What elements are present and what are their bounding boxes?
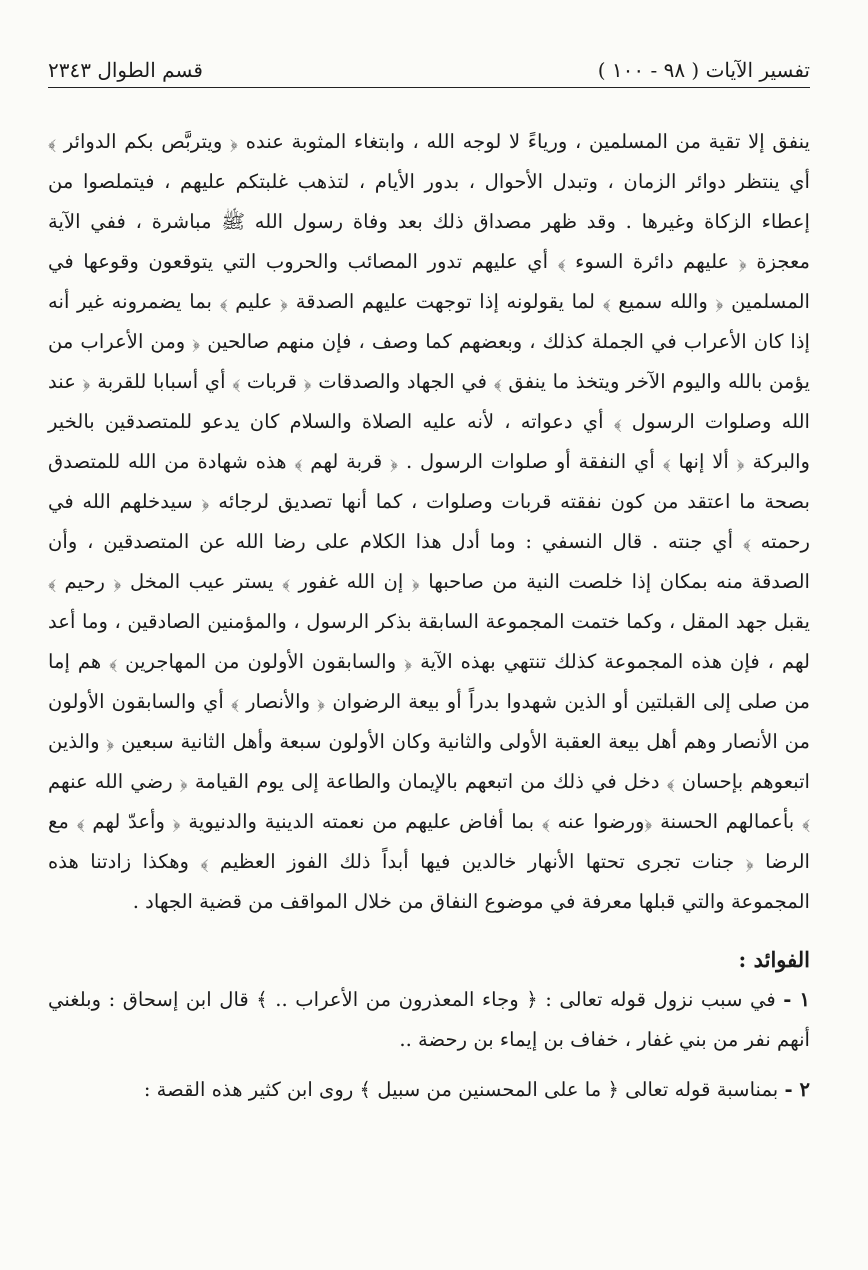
benefits-heading: الفوائد : bbox=[738, 947, 810, 972]
running-title: تفسير الآيات ( ٩٨ - ١٠٠ ) bbox=[597, 58, 810, 82]
section-and-page-number: قسم الطوال ٢٣٤٣ bbox=[48, 58, 203, 82]
header-rule bbox=[48, 87, 810, 88]
benefit-text: في سبب نزول قوله تعالى : ﴿ وجاء المعذرون من الأعراب .. ﴾ قال ابن إسحاق : وبلغني أنهم نفر من بني غفار ، خفاف بن إيماء بن رحضة .. bbox=[48, 988, 810, 1051]
benefit-item-2 bbox=[48, 1070, 810, 1110]
benefit-number: ٢ - bbox=[784, 1078, 810, 1101]
benefit-text: بمناسبة قوله تعالى ﴿ ما على المحسنين من سبيل ﴾ روى ابن كثير هذه القصة : bbox=[143, 1078, 779, 1101]
commentary-paragraph: ينفق إلا تقية من المسلمين ، ورياءً لا لوجه الله ، وابتغاء المثوبة عنده ﴿ ويتربَّص بكم الدوائر ﴾ أي ينتظر دوائر الزمان ، وتبدل الأحوال ، بدور الأيام ، لتذهب غلبتكم عليهم ، فيتملصوا من إعطاء الزكاة وغيرها . وقد ظهر مصداق ذلك بعد وفاة رسول الله ﷺ مباشرة ، ففي الآية معجزة ﴿ عليهم دائرة السوء ﴾ أي عليهم تدور المصائب والحروب التي يتوقعون وقوعها في المسلمين ﴿ والله سميع ﴾ لما يقولونه إذا توجهت عليهم الصدقة ﴿ عليم ﴾ بما يضمرونه غير أنه إذا كان الأعراب في الجملة كذلك ، وبعضهم كما وصف ، فإن منهم صالحين ﴿ ومن الأعراب من يؤمن بالله واليوم الآخر ويتخذ ما ينفق ﴾ في الجهاد والصدقات ﴿ قربات ﴾ أي أسبابا للقربة ﴿ عند الله وصلوات الرسول ﴾ أي دعواته ، لأنه عليه الصلاة والسلام كان يدعو للمتصدقين بالخير والبركة ﴿ ألا إنها ﴾ أي النفقة أو صلوات الرسول . ﴿ قربة لهم ﴾ هذه شهادة من الله للمتصدق بصحة ما اعتقد من كون نفقته قربات وصلوات ، كما أنها تصديق لرجائه ﴿ سيدخلهم الله في رحمته ﴾ أي جنته . قال النسفي : وما أدل هذا الكلام على رضا الله عن المتصدقين ، وأن الصدقة منه بمكان إذا خلصت النية من صاحبها ﴿ إن الله غفور ﴾ يستر عيب المخل ﴿ رحيم ﴾ يقبل جهد المقل ، وكما ختمت المجموعة السابقة بذكر الرسول ، والمؤمنين الصادقين ، وما أعد لهم ، فإن هذه المجموعة كذلك تنتهي بهذه الآية ﴿ والسابقون الأولون من المهاجرين ﴾ هم إما من صلى إلى القبلتين أو الذين شهدوا بدراً أو بيعة الرضوان ﴿ والأنصار ﴾ أي والسابقون الأولون من الأنصار وهم أهل بيعة العقبة الأولى والثانية وكان الأولون سبعة وأهل الثانية سبعين ﴿ والذين اتبعوهم بإحسان ﴾ دخل في ذلك من اتبعهم بالإيمان والطاعة إلى يوم القيامة ﴿ رضي الله عنهم ﴾ بأعمالهم الحسنة ﴿ورضوا عنه ﴾ بما أفاض عليهم من نعمته الدينية والدنيوية ﴿ وأعدّ لهم ﴾ مع الرضا ﴿ جنات تجرى تحتها الأنهار خالدين فيها أبداً ذلك الفوز العظيم ﴾ وهكذا زادتنا هذه المجموعة والتي قبلها معرفة في موضوع النفاق من خلال المواقف من قضية الجهاد . bbox=[48, 130, 810, 913]
page-header bbox=[48, 46, 810, 90]
benefit-number: ١ - bbox=[783, 988, 810, 1011]
benefit-item-1 bbox=[48, 980, 810, 1060]
page-body bbox=[48, 122, 810, 1110]
